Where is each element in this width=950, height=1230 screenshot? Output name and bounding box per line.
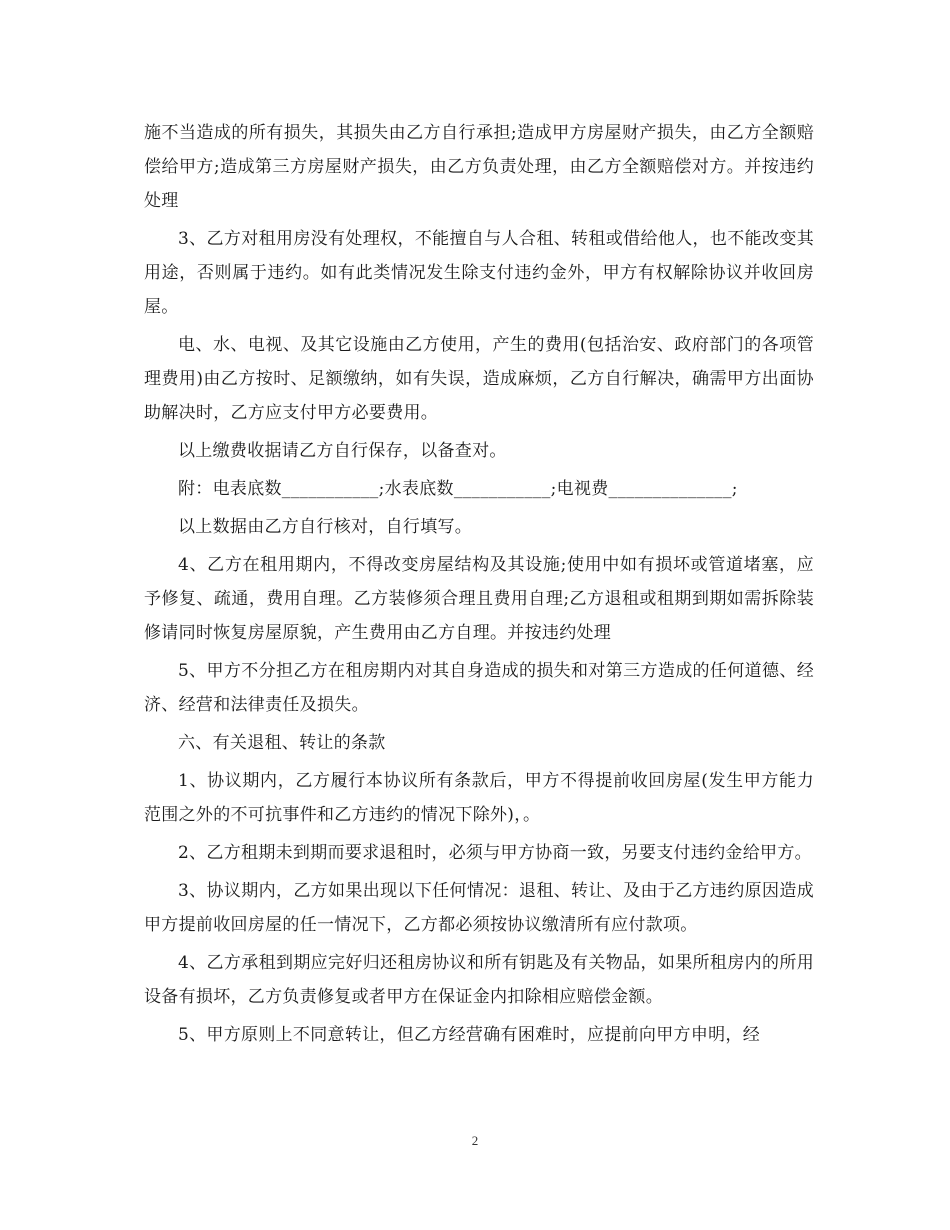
paragraph: 2、乙方租期未到期而要求退租时，必须与甲方协商一致，另要支付违约金给甲方。 xyxy=(178,843,812,863)
paragraph: 5、甲方原则上不同意转让，但乙方经营确有困难时，应提前向甲方申明，经 xyxy=(178,1025,761,1045)
paragraph: 电、水、电视、及其它设施由乙方使用，产生的费用(包括治安、政府部门的各项管理费用)由乙方按时、足额缴纳，如有失误，造成麻烦，乙方自行解决，确需甲方出面协助解决时，乙方应支付甲方必要费用。 xyxy=(144,335,814,423)
paragraph: 4、乙方在租用期内，不得改变房屋结构及其设施;使用中如有损坏或管道堵塞，应予修复、疏通，费用自理。乙方装修须合理且费用自理;乙方退租或租期到期如需拆除装修请同时恢复房屋原貌，产生费用由乙方自理。并按违约处理 xyxy=(144,555,814,643)
paragraph: 5、甲方不分担乙方在租房期内对其自身造成的损失和对第三方造成的任何道德、经济、经营和法律责任及损失。 xyxy=(144,661,814,715)
body-text xyxy=(144,116,814,1056)
paragraph: 附：电表底数___________;水表底数___________;电视费______________; xyxy=(178,479,738,499)
paragraph: 1、协议期内，乙方履行本协议所有条款后，甲方不得提前收回房屋(发生甲方能力范围之外的不可抗事件和乙方违约的情况下除外)，。 xyxy=(144,771,814,825)
paragraph: 六、有关退租、转让的条款 xyxy=(178,733,386,753)
page-number: 2 xyxy=(471,1133,479,1148)
paragraph: 4、乙方承租到期应完好归还租房协议和所有钥匙及有关物品，如果所租房内的所用设备有损坏，乙方负责修复或者甲方在保证金内扣除相应赔偿金额。 xyxy=(144,953,814,1007)
paragraph: 施不当造成的所有损失，其损失由乙方自行承担;造成甲方房屋财产损失，由乙方全额赔偿给甲方;造成第三方房屋财产损失，由乙方负责处理，由乙方全额赔偿对方。并按违约处理 xyxy=(144,123,814,211)
paragraph: 以上缴费收据请乙方自行保存，以备查对。 xyxy=(178,441,507,461)
paragraph: 3、协议期内，乙方如果出现以下任何情况：退租、转让、及由于乙方违约原因造成甲方提前收回房屋的任一情况下，乙方都必须按协议缴清所有应付款项。 xyxy=(144,881,814,935)
paragraph: 以上数据由乙方自行核对，自行填写。 xyxy=(178,517,473,537)
paragraph: 3、乙方对租用房没有处理权，不能擅自与人合租、转租或借给他人，也不能改变其用途，否则属于违约。如有此类情况发生除支付违约金外，甲方有权解除协议并收回房屋。 xyxy=(144,229,814,317)
